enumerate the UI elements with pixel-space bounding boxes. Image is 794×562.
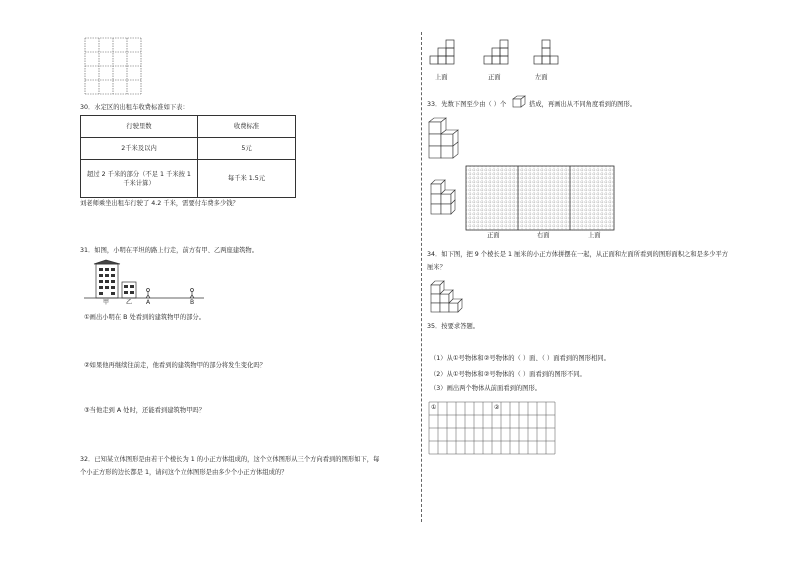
column-divider [421,32,422,522]
cube-stack-figure-q33-b [429,178,465,220]
grid-label-top: 上面 [588,232,601,239]
view-label-top: 上面 [435,74,448,81]
grid-marker-2: ② [494,404,500,411]
q35-title: 35．按要求答题。 [427,323,480,330]
fare-header-rate: 收费标准 [198,116,296,138]
q33-title-b: 搭成，再画出从不同角度看到的图形。 [529,101,637,108]
q31-title: 31．如图，小明在平坦的路上行走，前方有甲、乙两座建筑物。 [80,247,259,254]
q31-sub3: ③当他走到 A 处时，还能看到建筑物甲吗？ [84,407,206,414]
q31-sub2: ②如果他再继续往前走，他看到的建筑物甲的部分将发生变化吗？ [84,362,266,369]
q35-sub1: （1）从①号物体和②号物体的（ ）面、（ ）面看到的图形相同。 [430,355,610,362]
label-a: A [146,299,151,306]
grid-label-front: 正面 [487,232,500,239]
q35-sub3: （3）画出两个物体从前面看到的图形。 [430,385,542,392]
grid-marker-1: ① [431,404,437,411]
small-cube-icon [512,95,526,109]
views-top-figure [430,38,570,74]
label-b: B [190,299,195,306]
q31-sub1: ①画出小明在 B 处看到的建筑物甲的部分。 [84,314,206,321]
q35-sub2: （2）从①号物体和②号物体的（ ）面看到的图形不同。 [430,371,586,378]
dotted-grid-q29 [85,38,141,94]
view-label-front: 正面 [488,74,501,81]
view-label-left: 左面 [535,74,548,81]
q30-question: 刘老师乘坐出租车行驶了 4.2 千米，需要付车费多少钱？ [80,200,239,207]
fare-cell: 每千米 1.5元 [198,160,296,198]
fare-cell: 5元 [198,138,296,160]
q32-line2: 个小正方形的边长都是 1，请问这个立体图形是由多少个小正方体组成的？ [80,469,288,476]
fare-cell: 2千米及以内 [81,138,198,160]
label-yi: 乙 [126,299,133,306]
q32-line1: 32．已知某立体图形是由若干个棱长为 1 的小正方体组成的，这个立体图形从三个方向看到的图形如下，每 [80,456,380,463]
grid-label-right: 右面 [537,232,550,239]
fare-table [80,115,296,198]
fare-cell: 超过 2 千米的部分（不足 1 千米按 1 千米计算） [81,160,198,198]
q34-line2: 厘米？ [427,264,446,271]
q33-title-a: 33．先数下图至少由（ ）个 [427,101,507,108]
q34-line1: 34．如下图，把 9 个棱长是 1 厘米的小正方体拼摆在一起，从正面和左面所看到的图形面积之和是多少平方 [427,251,729,258]
drawing-grid-q35 [429,402,555,454]
q30-title: 30．水定区的出租车收费标准如下表： [80,104,189,111]
label-jia: 甲 [103,299,110,306]
drawing-grid-q33 [466,166,614,230]
fare-header-distance: 行驶里数 [81,116,198,138]
cube-stack-figure-q34 [430,280,468,316]
buildings-figure [84,260,204,306]
cube-stack-figure-q33 [429,110,469,160]
